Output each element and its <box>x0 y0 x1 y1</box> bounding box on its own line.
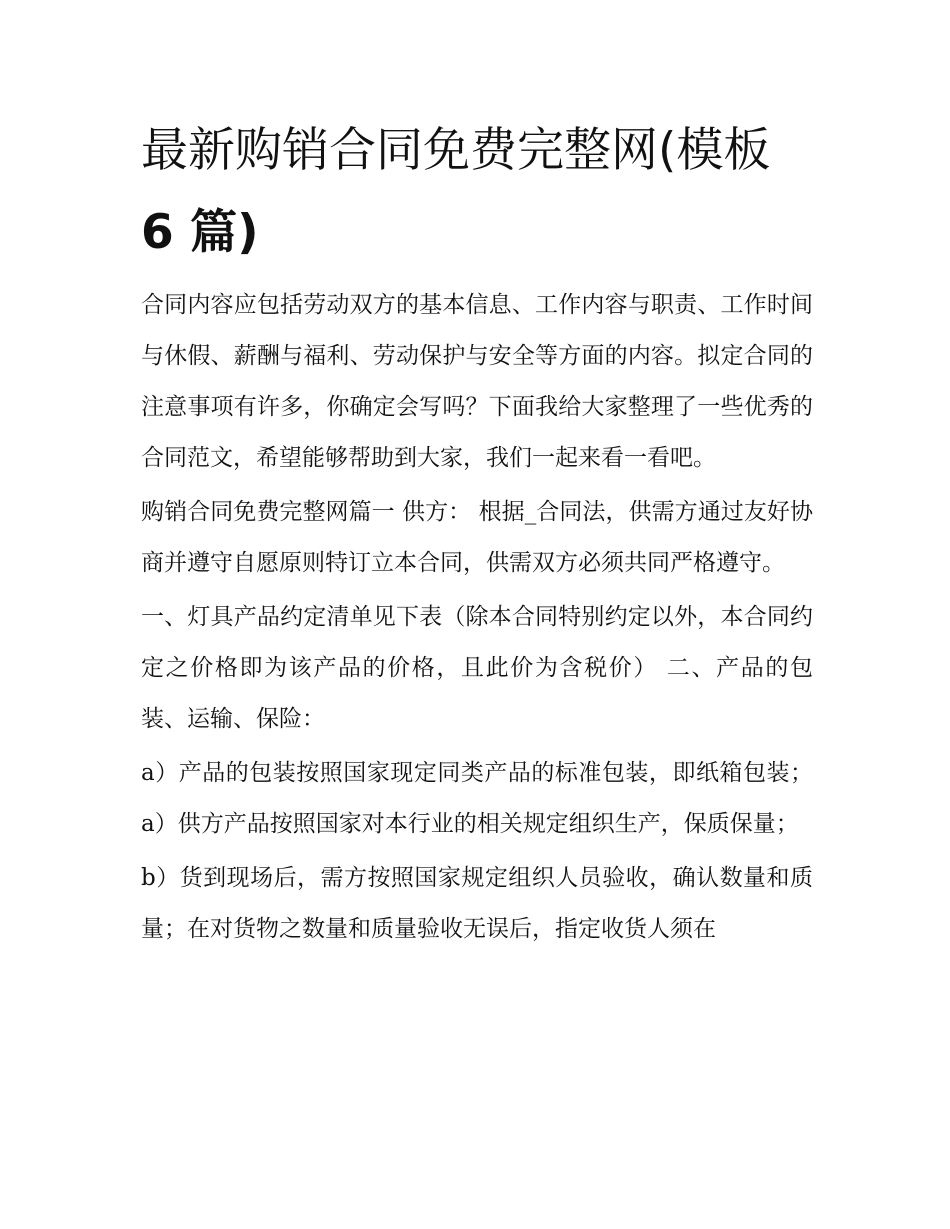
contract-opening-paragraph: 购销合同免费完整网篇一 供方： 根据_合同法，供需方通过友好协商并遵守自愿原则特订立本合同，供需双方必须共同严格遵守。 <box>141 499 813 576</box>
clause-a-paragraph: a）产品的包装按照国家现定同类产品的标准包装，即纸箱包装； a）供方产品按照国家对本行业的相关规定组织生产，保质保量； <box>141 760 813 837</box>
intro-paragraph: 合同内容应包括劳动双方的基本信息、工作内容与职责、工作时间与休假、薪酬与福利、劳动保护与安全等方面的内容。拟定合同的注意事项有许多，你确定会写吗？下面我给大家整理了一些优秀的合同范文，希望能够帮助到大家，我们一起来看一看吧。 <box>141 292 813 471</box>
clause-one-paragraph: 一、灯具产品约定清单见下表（除本合同特别约定以外，本合同约定之价格即为该产品的价格，且此价为含税价） 二、产品的包装、运输、保险： <box>141 604 813 732</box>
title-line-1: 最新购销合同免费完整网(模板 <box>141 123 771 178</box>
document-page <box>141 110 813 955</box>
clause-b-paragraph: b）货到现场后，需方按照国家规定组织人员验收，确认数量和质量；在对货物之数量和质量验收无误后，指定收货人须在 <box>141 865 813 942</box>
title-line-2: 6 篇) <box>141 205 259 260</box>
document-title <box>141 110 813 274</box>
